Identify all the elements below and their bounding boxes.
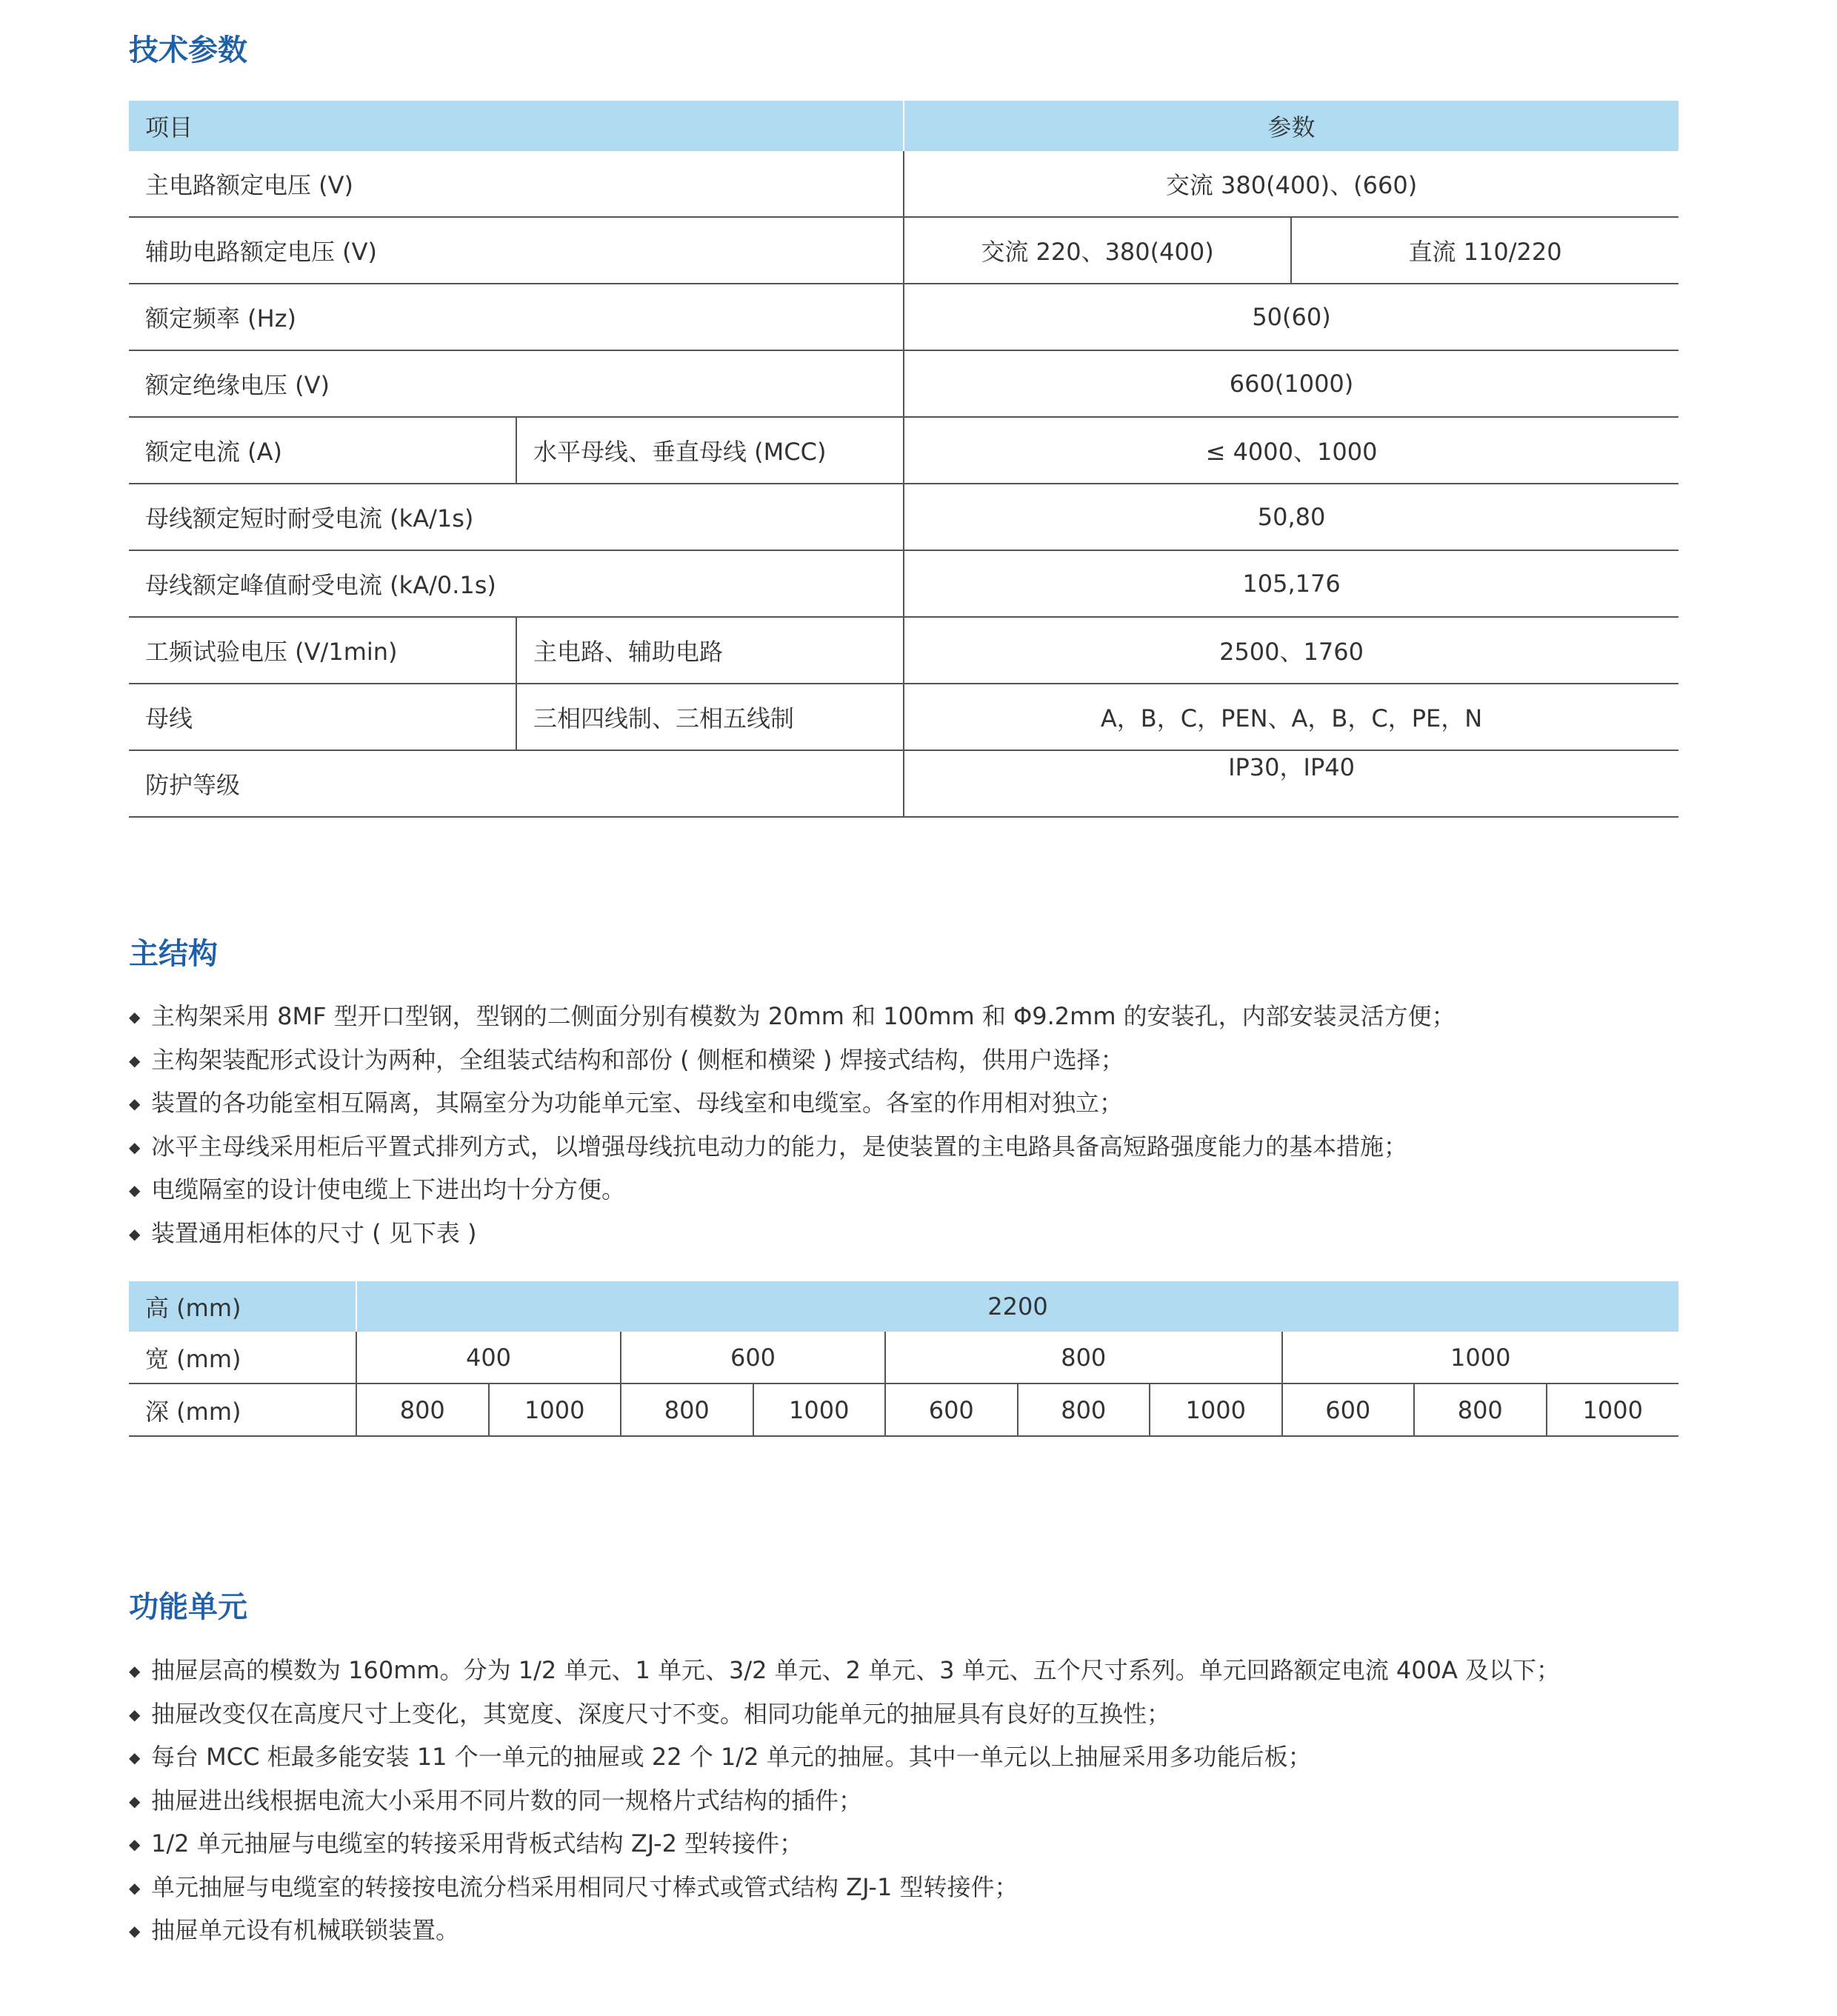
depth-value: 1000	[1150, 1384, 1282, 1436]
row-item: 防护等级	[129, 750, 904, 817]
row-value: 105,176	[904, 550, 1678, 617]
depth-value: 600	[1282, 1384, 1415, 1436]
row-value: 2500、1760	[904, 617, 1678, 684]
row-value: ≤ 4000、1000	[904, 417, 1678, 484]
row-sub: 主电路、辅助电路	[516, 617, 904, 684]
depth-value: 1000	[489, 1384, 621, 1436]
unit-bullet-list	[129, 1649, 1560, 1953]
depth-value: 800	[356, 1384, 489, 1436]
table-row	[129, 617, 1678, 684]
row-item: 额定频率 (Hz)	[129, 284, 904, 350]
row-item: 辅助电路额定电压 (V)	[129, 217, 904, 284]
bullet-diamond-icon: ◆	[129, 1051, 141, 1069]
row-item: 母线额定峰值耐受电流 (kA/0.1s)	[129, 550, 904, 617]
row-value: 50,80	[904, 484, 1678, 550]
table-row	[129, 151, 1678, 217]
list-item: ◆ 主构架装配形式设计为两种，全组装式结构和部份 ( 侧框和横梁 ) 焊接式结构，供用户选择；	[129, 1039, 1456, 1083]
bullet-diamond-icon: ◆	[129, 1878, 141, 1897]
height-value: 2200	[356, 1281, 1678, 1332]
bullet-diamond-icon: ◆	[129, 1138, 141, 1156]
list-item: ◆ 主构架采用 8MF 型开口型钢，型钢的二侧面分别有模数为 20mm 和 100mm 和 Φ9.2mm 的安装孔，内部安装灵活方便；	[129, 995, 1456, 1039]
table-row	[129, 217, 1678, 284]
bullet-diamond-icon: ◆	[129, 1662, 141, 1680]
row-item: 额定绝缘电压 (V)	[129, 350, 904, 417]
row-value: 660(1000)	[904, 350, 1678, 417]
bullet-diamond-icon: ◆	[129, 1705, 141, 1723]
depth-value: 1000	[1547, 1384, 1679, 1436]
row-item: 主电路额定电压 (V)	[129, 151, 904, 217]
depth-value: 600	[885, 1384, 1018, 1436]
row-sub: 水平母线、垂直母线 (MCC)	[516, 417, 904, 484]
depth-value: 800	[621, 1384, 753, 1436]
width-value: 400	[356, 1332, 621, 1384]
depth-value: 800	[1414, 1384, 1547, 1436]
list-item: ◆ 抽屉改变仅在高度尺寸上变化，其宽度、深度尺寸不变。相同功能单元的抽屉具有良好的互换性；	[129, 1693, 1560, 1737]
bullet-diamond-icon: ◆	[129, 1181, 141, 1199]
section-title-main-structure: 主结构	[129, 937, 218, 971]
spec-table	[129, 101, 1678, 818]
dim-height-row	[129, 1281, 1678, 1332]
bullet-diamond-icon: ◆	[129, 1749, 141, 1766]
dim-depth-row	[129, 1384, 1678, 1436]
list-item: ◆ 冰平主母线采用柜后平置式排列方式，以增强母线抗电动力的能力，是使装置的主电路具备高短路强度能力的基本措施；	[129, 1126, 1456, 1169]
bullet-diamond-icon: ◆	[129, 1792, 141, 1810]
table-row	[129, 484, 1678, 550]
table-row	[129, 684, 1678, 750]
row-value-ac: 交流 220、380(400)	[904, 217, 1291, 284]
list-item: ◆ 电缆隔室的设计使电缆上下进出均十分方便。	[129, 1169, 1456, 1212]
list-item: ◆ 单元抽屉与电缆室的转接按电流分档采用相同尺寸棒式或管式结构 ZJ-1 型转接件；	[129, 1866, 1560, 1910]
table-row	[129, 750, 1678, 817]
width-label: 宽 (mm)	[129, 1332, 356, 1384]
bullet-diamond-icon: ◆	[129, 1224, 141, 1243]
row-value: A，B，C，PEN、A，B，C，PE，N	[904, 684, 1678, 750]
section-title-functional-unit: 功能单元	[129, 1590, 247, 1624]
list-item: ◆ 装置通用柜体的尺寸 ( 见下表 )	[129, 1212, 1456, 1256]
bullet-diamond-icon: ◆	[129, 1008, 141, 1026]
table-row	[129, 350, 1678, 417]
list-item: ◆ 抽屉单元设有机械联锁装置。	[129, 1909, 1560, 1953]
list-item: ◆ 每台 MCC 柜最多能安装 11 个一单元的抽屉或 22 个 1/2 单元的抽屉。其中一单元以上抽屉采用多功能后板；	[129, 1736, 1560, 1780]
depth-value: 1000	[753, 1384, 886, 1436]
row-value: 50(60)	[904, 284, 1678, 350]
row-item: 工频试验电压 (V/1min)	[129, 617, 516, 684]
depth-value: 800	[1018, 1384, 1150, 1436]
bullet-diamond-icon: ◆	[129, 1095, 141, 1112]
list-item: ◆ 装置的各功能室相互隔离，其隔室分为功能单元室、母线室和电缆室。各室的作用相对独立；	[129, 1082, 1456, 1126]
bullet-diamond-icon: ◆	[129, 1922, 141, 1940]
width-value: 1000	[1282, 1332, 1679, 1384]
width-value: 800	[885, 1332, 1282, 1384]
row-item: 母线	[129, 684, 516, 750]
section-title-tech-params: 技术参数	[129, 33, 247, 67]
row-item: 额定电流 (A)	[129, 417, 516, 484]
dim-width-row	[129, 1332, 1678, 1384]
row-value-dc: 直流 110/220	[1291, 217, 1678, 284]
list-item: ◆ 1/2 单元抽屉与电缆室的转接采用背板式结构 ZJ-2 型转接件；	[129, 1823, 1560, 1866]
structure-bullet-list	[129, 995, 1456, 1255]
row-item: 母线额定短时耐受电流 (kA/1s)	[129, 484, 904, 550]
width-value: 600	[621, 1332, 885, 1384]
header-item: 项目	[129, 101, 904, 151]
table-row	[129, 284, 1678, 350]
dimension-table	[129, 1281, 1678, 1437]
bullet-diamond-icon: ◆	[129, 1835, 141, 1853]
spec-table-header	[129, 101, 1678, 151]
row-value: IP30，IP40	[904, 750, 1678, 817]
height-label: 高 (mm)	[129, 1281, 356, 1332]
list-item: ◆ 抽屉进出线根据电流大小采用不同片数的同一规格片式结构的插件；	[129, 1780, 1560, 1823]
row-sub: 三相四线制、三相五线制	[516, 684, 904, 750]
table-row	[129, 417, 1678, 484]
header-param: 参数	[904, 101, 1678, 151]
row-value: 交流 380(400)、(660)	[904, 151, 1678, 217]
list-item: ◆ 抽屉层高的模数为 160mm。分为 1/2 单元、1 单元、3/2 单元、2 单元、3 单元、五个尺寸系列。单元回路额定电流 400A 及以下；	[129, 1649, 1560, 1693]
depth-label: 深 (mm)	[129, 1384, 356, 1436]
table-row	[129, 550, 1678, 617]
